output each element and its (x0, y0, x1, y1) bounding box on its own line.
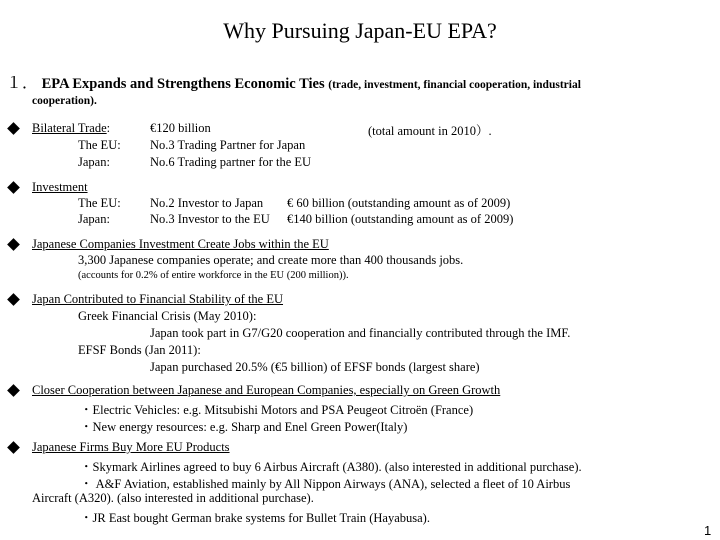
jobs-label: Japanese Companies Investment Create Jobs within the EU (32, 237, 329, 251)
section-heading (6, 70, 581, 93)
diamond-bullet-icon (7, 293, 20, 306)
financial-greek-detail: Japan took part in G7/G20 cooperation and financially contributed through the IMF. (150, 326, 571, 340)
investment-japan-label: Japan: (78, 212, 110, 226)
jobs-line2: (accounts for 0.2% of entire workforce in the EU (200 million)). (78, 270, 349, 281)
diamond-bullet-icon (7, 238, 20, 251)
investment-japan-amount: €140 billion (outstanding amount as of 2009) (287, 212, 514, 226)
products-item2: ・ A&F Aviation, established mainly by All Nippon Airways (ANA), selected a fleet of 10 Airbus (80, 477, 571, 491)
products-item3: ・JR East bought German brake systems for Bullet Train (Hayabusa). (80, 511, 430, 525)
cooperation-item1: ・Electric Vehicles: e.g. Mitsubishi Motors and PSA Peugeot Citroën (France) (80, 403, 474, 417)
products-item1: ・Skymark Airlines agreed to buy 6 Airbus Aircraft (A380). (also interested in additional purchase). (80, 460, 582, 474)
diamond-bullet-icon (7, 122, 20, 135)
cooperation-label: Closer Cooperation between Japanese and European Companies, especially on Green Growth (32, 383, 501, 397)
investment-eu-amount: € 60 billion (outstanding amount as of 2009) (287, 196, 511, 210)
products-item2-cont: Aircraft (A320). (also interested in additional purchase). (32, 491, 314, 505)
investment-eu-value: No.2 Investor to Japan (150, 196, 264, 210)
financial-greek: Greek Financial Crisis (May 2010): (78, 309, 257, 323)
investment-label: Investment (32, 180, 88, 194)
trade-note: (total amount in 2010）. (368, 124, 492, 138)
trade-japan-value: No.6 Trading partner for the EU (150, 155, 312, 169)
investment-eu-label: The EU: (78, 196, 121, 210)
page-number: 1 (704, 523, 712, 538)
section-heading-detail: (trade, investment, financial cooperation, industrial (328, 79, 581, 91)
trade-eu-label: The EU: (78, 138, 121, 152)
products-label: Japanese Firms Buy More EU Products (32, 440, 230, 454)
page-title: Why Pursuing Japan-EU EPA? (223, 18, 497, 43)
diamond-bullet-icon (7, 384, 20, 397)
diamond-bullet-icon (7, 181, 20, 194)
diamond-bullet-icon (7, 441, 20, 454)
jobs-line1: 3,300 Japanese companies operate; and create more than 400 thousands jobs. (78, 253, 464, 267)
section-heading-text: EPA Expands and Strengthens Economic Ties (41, 76, 325, 92)
trade-eu-value: No.3 Trading Partner for Japan (150, 138, 306, 152)
section-number: １． (6, 75, 39, 92)
trade-label: Bilateral Trade: (32, 121, 111, 135)
financial-efsf: EFSF Bonds (Jan 2011): (78, 343, 201, 357)
investment-japan-value: No.3 Investor to the EU (150, 212, 270, 226)
financial-label: Japan Contributed to Financial Stability of the EU (32, 292, 284, 306)
financial-efsf-detail: Japan purchased 20.5% (€5 billion) of EFSF bonds (largest share) (150, 360, 480, 374)
trade-japan-label: Japan: (78, 155, 110, 169)
section-heading-detail-cont: cooperation). (32, 95, 97, 107)
trade-value: €120 billion (150, 121, 211, 135)
cooperation-item2: ・New energy resources: e.g. Sharp and Enel Green Power(Italy) (80, 420, 408, 434)
